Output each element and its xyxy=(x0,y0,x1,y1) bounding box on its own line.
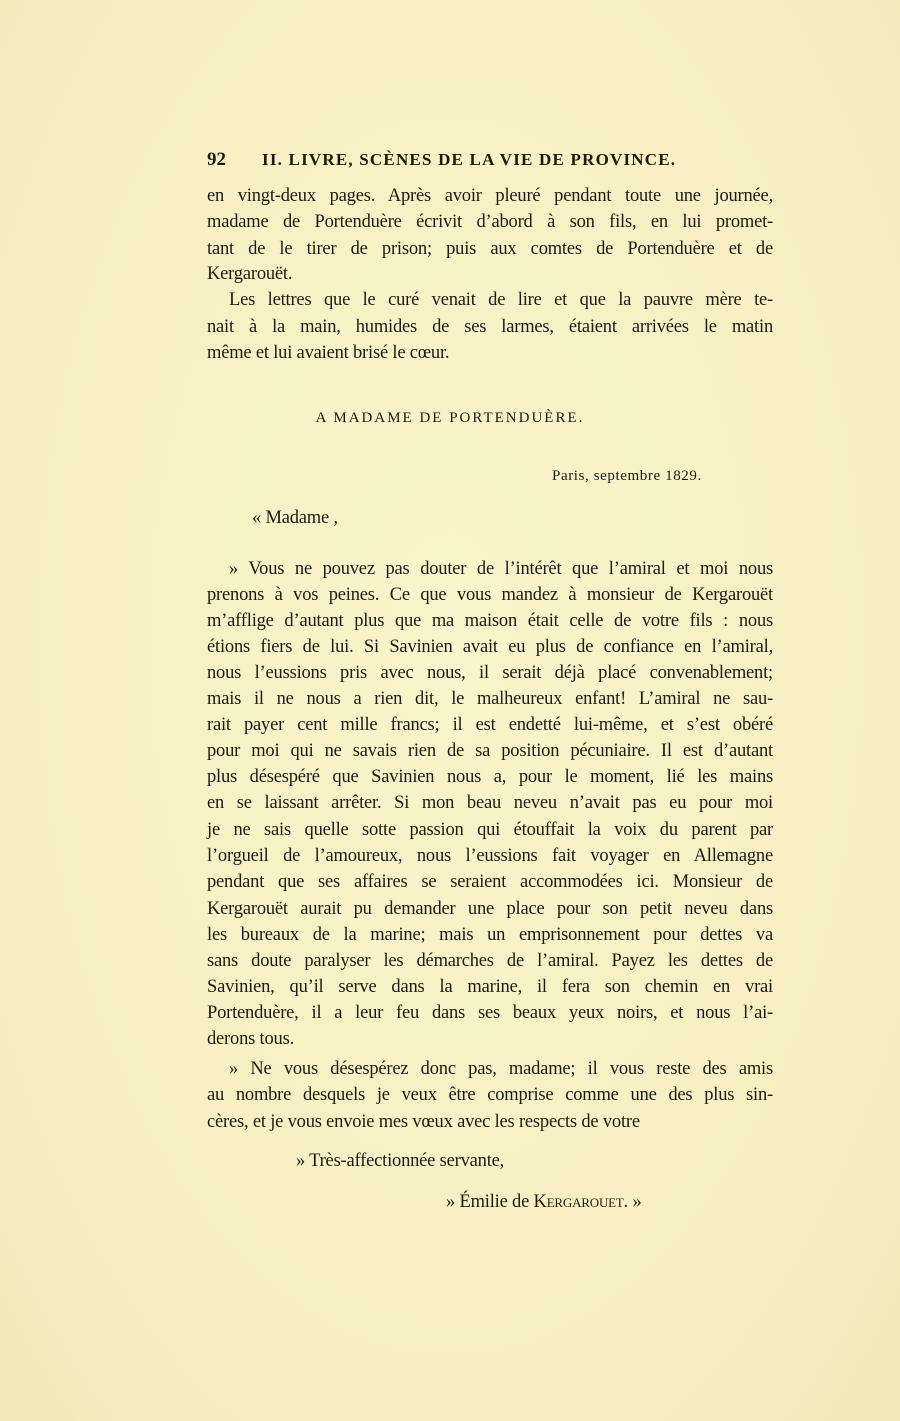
page-number: 92 xyxy=(207,149,226,170)
text-line: en vingt-deux pages. Après avoir pleuré pendant toute une journée, xyxy=(207,186,773,206)
text-line: Kergarouët aurait pu demander une place pour son petit neveu dans xyxy=(207,899,773,919)
text-line: tant de le tirer de prison; puis aux comtes de Portenduère et de xyxy=(207,239,773,259)
signature-suffix: » xyxy=(632,1192,642,1212)
text-line: étions fiers de lui. Si Savinien avait eu plus de confiance en l’amiral, xyxy=(207,637,773,657)
text-line: nait à la main, humides de ses larmes, étaient arrivées le matin xyxy=(207,317,773,337)
text-line: Portenduère, il a leur feu dans ses beaux yeux noirs, et nous l’ai- xyxy=(207,1003,773,1023)
letter-closing: » Très-affectionnée servante, xyxy=(296,1151,505,1171)
letter-date: Paris, septembre 1829. xyxy=(552,468,702,484)
text-line: je ne sais quelle sotte passion qui étouffait la voix du parent par xyxy=(207,820,773,840)
text-line: Savinien, qu’il serve dans la marine, il fera son chemin en vrai xyxy=(207,977,773,997)
text-line: rait payer cent mille francs; il est endetté lui-même, et s’est obéré xyxy=(207,715,773,735)
signature-prefix: » Émilie de xyxy=(446,1192,530,1212)
text-line: madame de Portenduère écrivit d’abord à son fils, en lui promet- xyxy=(207,212,773,232)
text-line: sans doute paralyser les démarches de l’amiral. Payez les dettes de xyxy=(207,951,773,971)
text-line: les bureaux de la marine; mais un emprisonnement pour dettes va xyxy=(207,925,773,945)
running-title: II. LIVRE, SCÈNES DE LA VIE DE PROVINCE. xyxy=(262,150,677,169)
text-line: » Vous ne pouvez pas douter de l’intérêt que l’amiral et moi nous xyxy=(229,559,773,579)
signature-name: Kergarouet. xyxy=(533,1192,629,1212)
text-line: même et lui avaient brisé le cœur. xyxy=(207,343,450,363)
text-line: plus désespéré que Savinien nous a, pour le moment, lié les mains xyxy=(207,767,773,787)
letter-signature xyxy=(446,1191,642,1213)
text-line: pour moi qui ne savais rien de sa position pécuniaire. Il est d’autant xyxy=(207,741,773,761)
text-line: derons tous. xyxy=(207,1029,295,1049)
text-line: Les lettres que le curé venait de lire et que la pauvre mère te- xyxy=(229,290,773,310)
text-line: prenons à vos peines. Ce que vous mandez à monsieur de Kergarouët xyxy=(207,585,773,605)
text-line: » Ne vous désespérez donc pas, madame; il vous reste des amis xyxy=(229,1059,773,1079)
text-line: Kergarouët. xyxy=(207,264,293,284)
letter-addressee: A MADAME DE PORTENDUÈRE. xyxy=(315,410,585,426)
text-line: l’orgueil de l’amoureux, nous l’eussions fait voyager en Allemagne xyxy=(207,846,773,866)
text-line: pendant que ses affaires se seraient accommodées ici. Monsieur de xyxy=(207,872,773,892)
running-header xyxy=(207,149,727,171)
text-line: nous l’eussions pris avec nous, il serait déjà placé convenablement; xyxy=(207,663,773,683)
text-line: en se laissant arrêter. Si mon beau neveu n’avait pas eu pour moi xyxy=(207,793,773,813)
text-line: cères, et je vous envoie mes vœux avec les respects de votre xyxy=(207,1112,640,1132)
text-line: m’afflige d’autant plus que ma maison était celle de votre fils : nous xyxy=(207,611,773,631)
letter-salutation: « Madame , xyxy=(252,508,338,528)
text-line: au nombre desquels je veux être comprise comme une des plus sin- xyxy=(207,1085,773,1105)
text-line: mais il ne nous a rien dit, le malheureux enfant! L’amiral ne sau- xyxy=(207,689,773,709)
